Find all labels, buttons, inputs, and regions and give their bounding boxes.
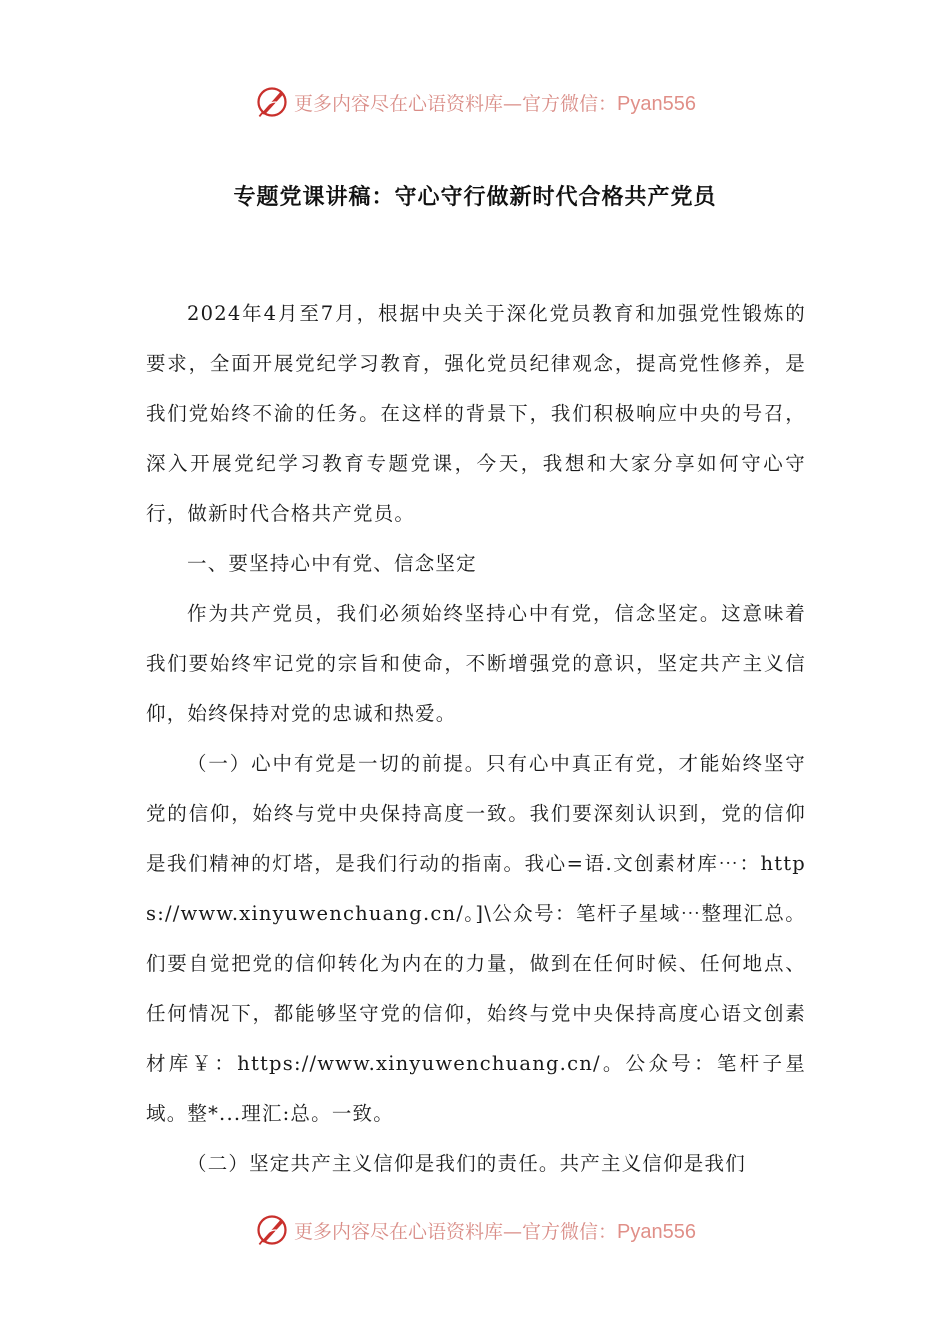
paragraph-intro: 2024年4月至7月，根据中央关于深化党员教育和加强党性锻炼的要求，全面开展党纪学习教育，强化党员纪律观念，提高党性修养，是我们党始终不渝的任务。在这样的背景下，我们积极响应中央的号召，深入开展党纪学习教育专题党课，今天，我想和大家分享如何守心守行，做新时代合格共产党员。 bbox=[146, 302, 806, 525]
page-title: 专题党课讲稿：守心守行做新时代合格共产党员 bbox=[233, 184, 717, 210]
footer-banner bbox=[0, 1210, 950, 1250]
quill-pen-logo-icon bbox=[254, 84, 290, 120]
banner-text: 更多内容尽在心语资料库—官方微信：Pyan556 bbox=[294, 92, 696, 115]
header-banner bbox=[0, 82, 950, 122]
section-heading-1: 一、要坚持心中有党、信念坚定 bbox=[187, 552, 477, 575]
wechat-id: Pyan556 bbox=[617, 92, 696, 115]
quill-pen-logo-icon bbox=[254, 1212, 290, 1248]
paragraph-point-2: （二）坚定共产主义信仰是我们的责任。共产主义信仰是我们 bbox=[187, 1152, 746, 1175]
banner-text: 更多内容尽在心语资料库—官方微信：Pyan556 bbox=[294, 1220, 696, 1243]
paragraph-point-1: （一）心中有党是一切的前提。只有心中真正有党，才能始终坚守党的信仰，始终与党中央保持高度一致。我们要深刻认识到，党的信仰是我们精神的灯塔，是我们行动的指南。我心=语.文创素材库⋯：https://www.xinyuwenchuang.cn/。]\公众号：笔杆子星域⋯整理汇总。们要自觉把党的信仰转化为内在的力量，做到在任何时候、任何地点、任何情况下，都能够坚守党的信仰，始终与党中央保持高度心语文创素材库￥：https://www.xinyuwenchuang.cn/。公众号：笔杆子星域。整*...理汇:总。一致。 bbox=[146, 752, 806, 1125]
wechat-id: Pyan556 bbox=[617, 1220, 696, 1243]
paragraph-section-1: 作为共产党员，我们必须始终坚持心中有党，信念坚定。这意味着我们要始终牢记党的宗旨和使命，不断增强党的意识，坚定共产主义信仰，始终保持对党的忠诚和热爱。 bbox=[146, 602, 806, 725]
document-body bbox=[146, 289, 806, 1189]
